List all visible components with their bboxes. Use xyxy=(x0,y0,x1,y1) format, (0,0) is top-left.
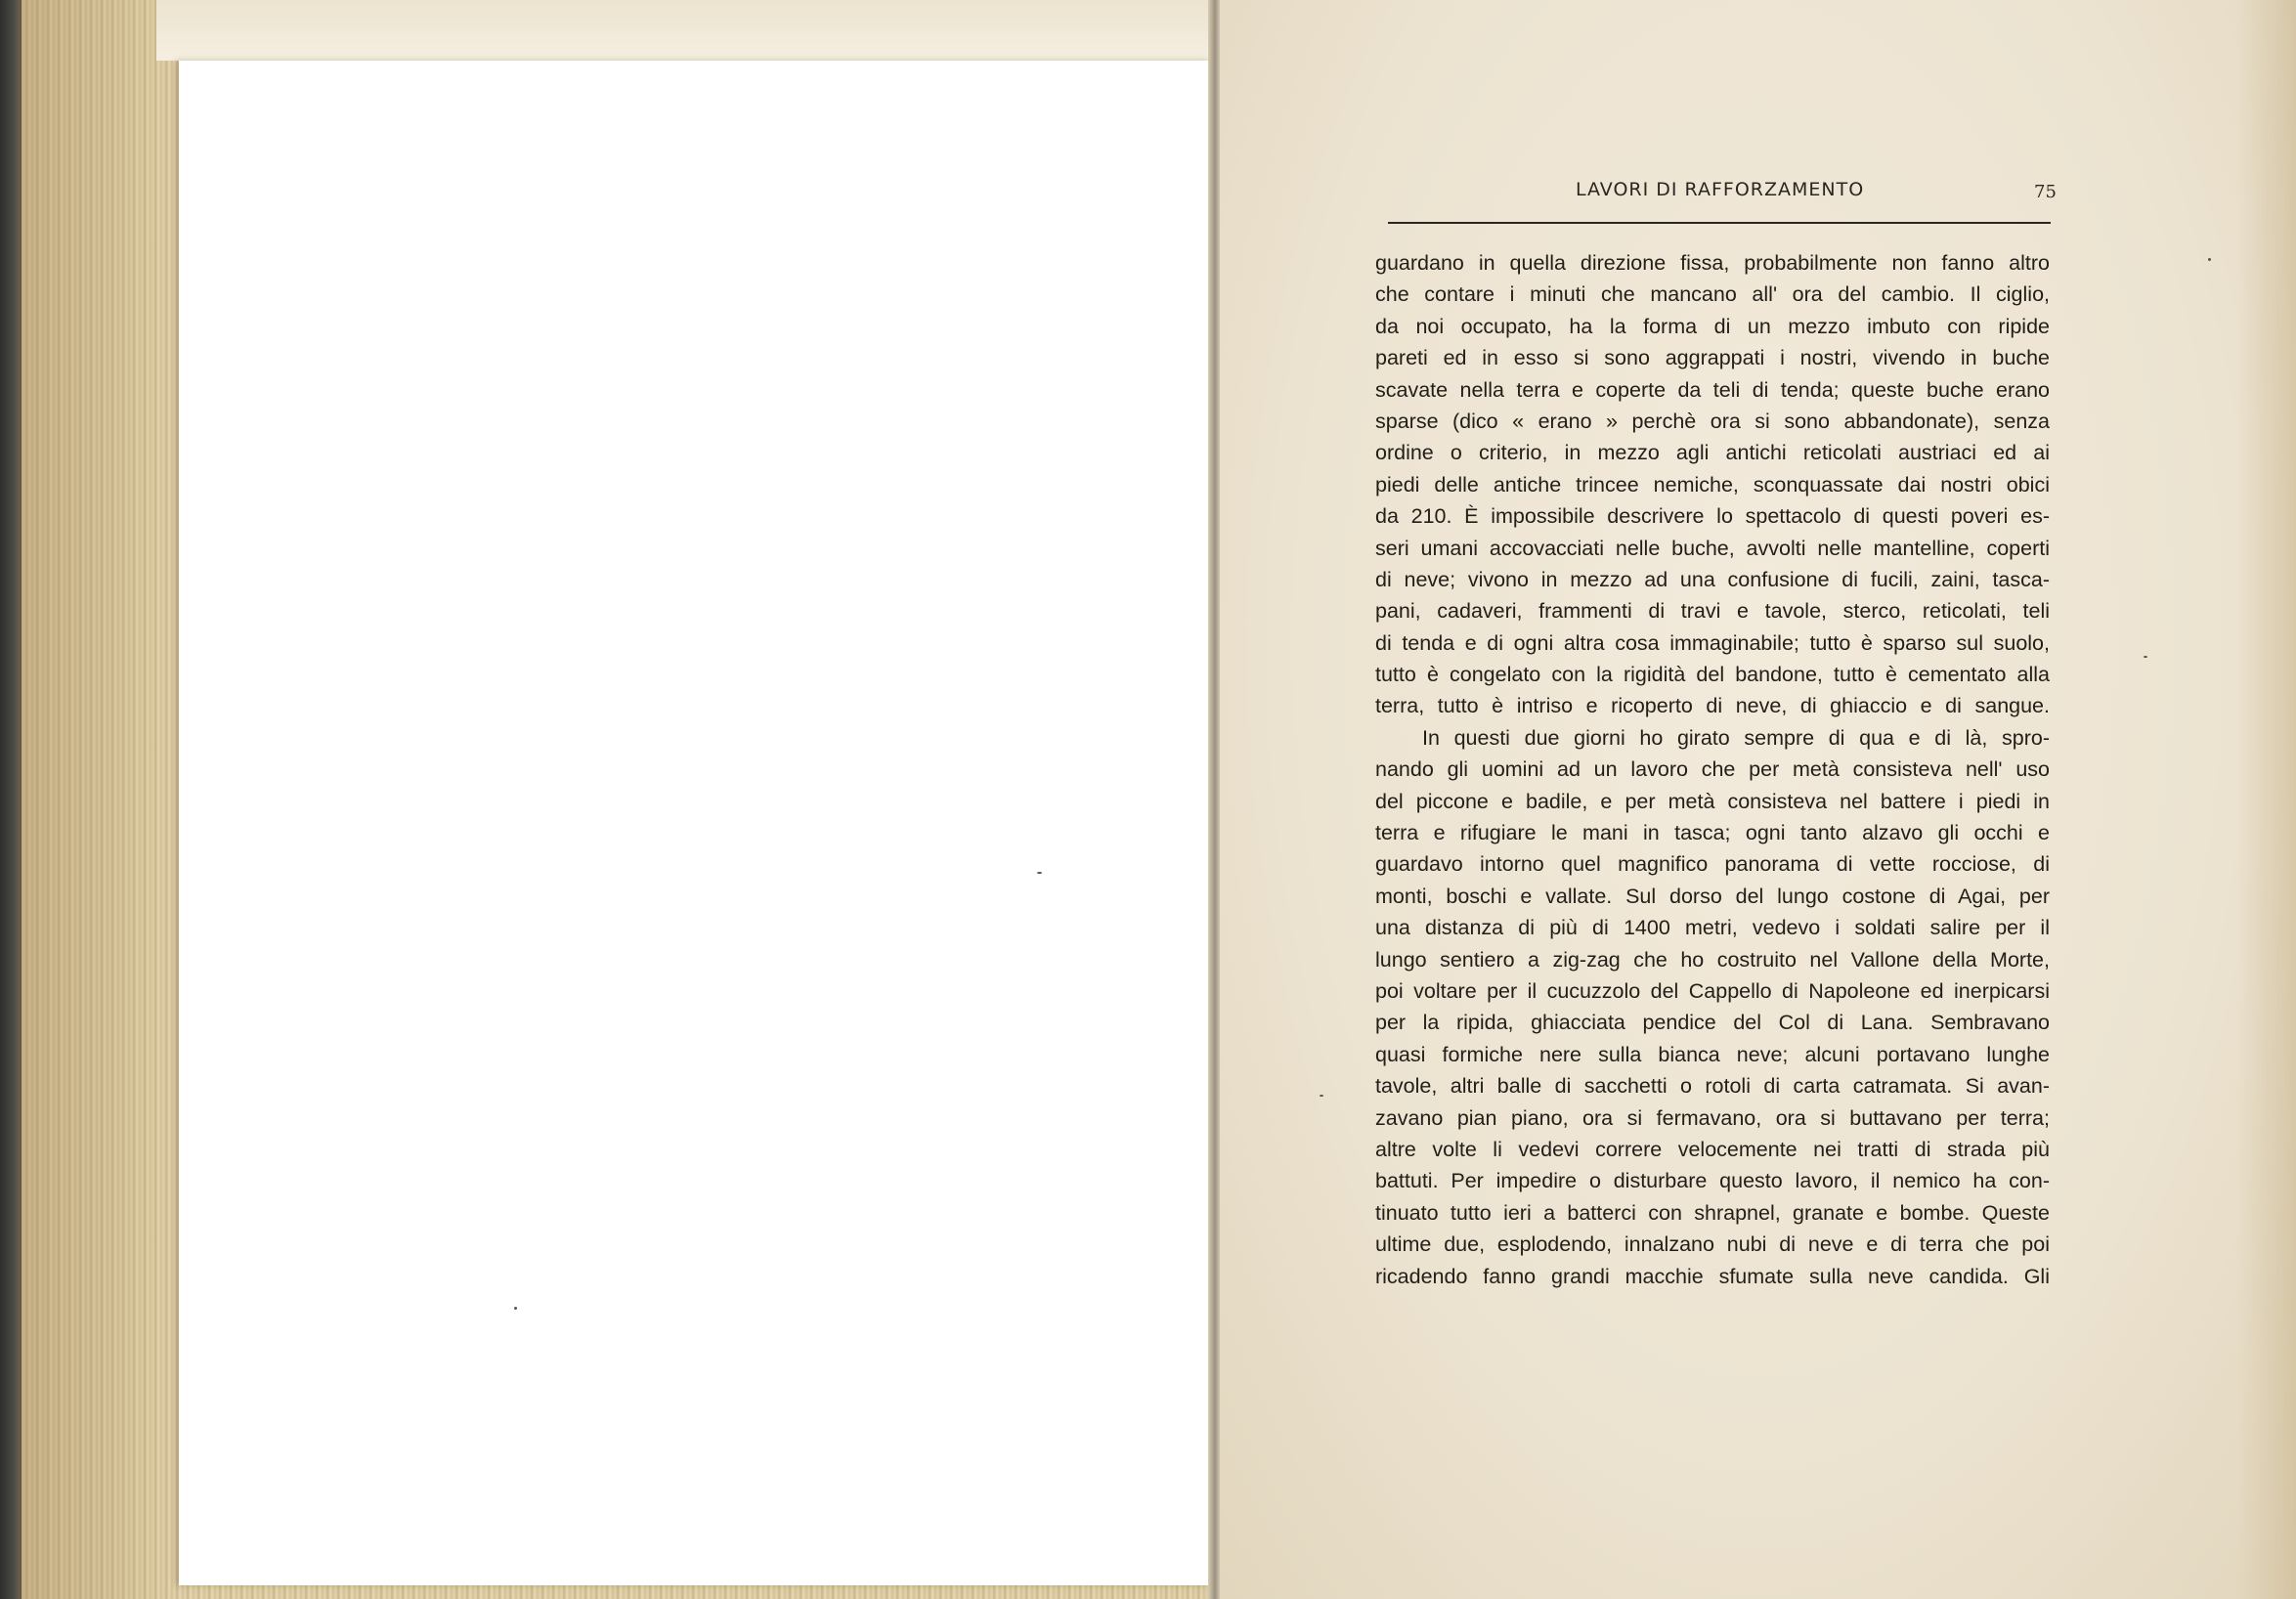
text-line: che contare i minuti che mancano all' ora del cambio. Il ciglio, xyxy=(1375,282,2050,307)
text-line: poi voltare per il cucuzzolo del Cappello di Napoleone ed inerpicarsi xyxy=(1375,978,2050,1003)
text-line: ultime due, esplodendo, innalzano nubi di neve e di terra che poi xyxy=(1375,1232,2050,1257)
text-line: pareti ed in esso si sono aggrappati i nostri, vivendo in buche xyxy=(1375,346,2050,370)
text-line: In questi due giorni ho girato sempre di qua e di là, spro- xyxy=(1422,725,2050,750)
text-line: terra, tutto è intriso e ricoperto di neve, di ghiaccio e di sangue. xyxy=(1375,694,2050,718)
text-line: sparse (dico « erano » perchè ora si sono abbandonate), senza xyxy=(1375,409,2050,433)
paragraph-2 xyxy=(1375,722,2050,1292)
text-line: tavole, altri balle di sacchetti o rotoli di carta catramata. Si avan- xyxy=(1375,1074,2050,1099)
text-line: seri umani accovacciati nelle buche, avvolti nelle mantelline, coperti xyxy=(1375,536,2050,560)
paper-speck xyxy=(2208,258,2211,261)
text-line: monti, boschi e vallate. Sul dorso del lungo costone di Agai, per xyxy=(1375,884,2050,908)
paper-speck xyxy=(1320,1095,1323,1097)
text-line: pani, cadaveri, frammenti di travi e tavole, sterco, reticolati, teli xyxy=(1375,599,2050,624)
text-line: tutto è congelato con la rigidità del bandone, tutto è cementato alla xyxy=(1375,663,2050,687)
header-rule xyxy=(1388,222,2051,224)
text-line: una distanza di più di 1400 metri, vedevo i soldati salire per il xyxy=(1375,916,2050,940)
body-text xyxy=(1375,247,2050,1292)
text-line: di tenda e di ogni altra cosa immaginabile; tutto è sparso sul suolo, xyxy=(1375,630,2050,655)
text-line: da 210. È impossibile descrivere lo spettacolo di questi poveri es- xyxy=(1375,504,2050,529)
paper-speck xyxy=(1037,872,1042,874)
text-line: lungo sentiero a zig-zag che ho costruito nel Vallone della Morte, xyxy=(1375,947,2050,972)
running-head: LAVORI DI RAFFORZAMENTO xyxy=(1576,179,1865,200)
text-line: zavano pian piano, ora si fermavano, ora si buttavano per terra; xyxy=(1375,1105,2050,1130)
left-page-top-band xyxy=(156,0,1212,61)
text-line: nando gli uomini ad un lavoro che per metà consisteva nell' uso xyxy=(1375,757,2050,782)
text-line: ordine o criterio, in mezzo agli antichi reticolati austriaci ed ai xyxy=(1375,441,2050,465)
text-line: piedi delle antiche trincee nemiche, sconquassate dai nostri obici xyxy=(1375,472,2050,497)
text-line: ricadendo fanno grandi macchie sfumate sulla neve candida. Gli xyxy=(1375,1264,2050,1288)
blank-left-page xyxy=(179,61,1211,1585)
text-line: da noi occupato, ha la forma di un mezzo imbuto con ripide xyxy=(1375,314,2050,338)
text-line: altre volte li vedevi correre velocemente nei tratti di strada più xyxy=(1375,1137,2050,1161)
page-number: 75 xyxy=(2034,182,2057,202)
text-line: tinuato tutto ieri a batterci con shrapnel, granate e bombe. Queste xyxy=(1375,1200,2050,1225)
text-line: scavate nella terra e coperte da teli di tenda; queste buche erano xyxy=(1375,377,2050,402)
text-line: guardano in quella direzione fissa, probabilmente non fanno altro xyxy=(1375,251,2050,275)
paper-speck xyxy=(514,1307,517,1310)
text-line: per la ripida, ghiacciata pendice del Col di Lana. Sembravano xyxy=(1375,1011,2050,1035)
text-line: battuti. Per impedire o disturbare questo lavoro, il nemico ha con- xyxy=(1375,1169,2050,1193)
text-line: terra e rifugiare le mani in tasca; ogni tanto alzavo gli occhi e xyxy=(1375,821,2050,845)
paragraph-1 xyxy=(1375,247,2050,722)
text-line: guardavo intorno quel magnifico panorama di vette rocciose, di xyxy=(1375,852,2050,877)
paper-speck xyxy=(2144,656,2147,658)
text-line: del piccone e badile, e per metà consisteva nel battere i piedi in xyxy=(1375,789,2050,813)
text-line: di neve; vivono in mezzo ad una confusione di fucili, zaini, tasca- xyxy=(1375,567,2050,591)
text-line: quasi formiche nere sulla bianca neve; alcuni portavano lunghe xyxy=(1375,1042,2050,1066)
